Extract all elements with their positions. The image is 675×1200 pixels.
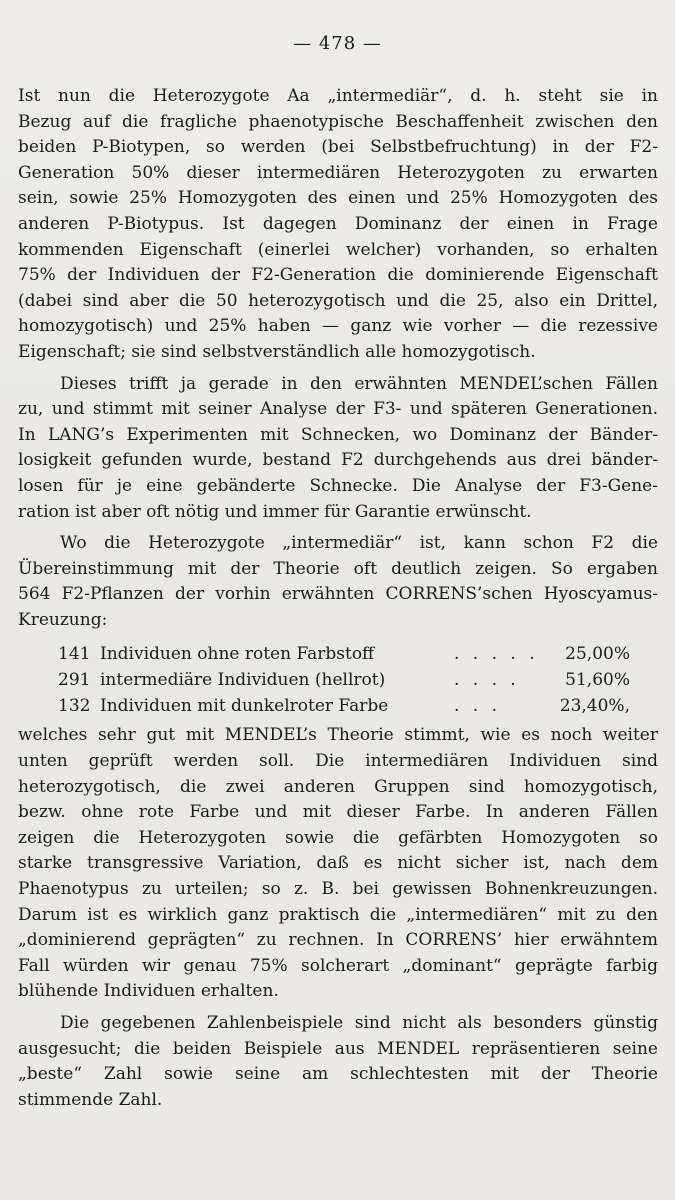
- text-line: losigkeit gefunden wurde, bestand F2 durchgehends aus drei bänder-: [18, 450, 658, 471]
- text-line: kommenden Eigenschaft (einerlei welcher) vorhanden, so erhalten: [18, 239, 658, 260]
- results-table: [58, 641, 630, 719]
- text-line: Generation 50% dieser intermediären Heterozygoten zu erwarten: [18, 162, 658, 183]
- text-line: Eigenschaft; sie sind selbstverständlich alle homozygotisch.: [18, 341, 536, 362]
- row-description: intermediäre Individuen (hellrot): [100, 670, 386, 691]
- text-line: „dominierend geprägten“ zu rechnen. In CORRENS’ hier erwähntem: [18, 930, 658, 951]
- text-line: ration ist aber oft nötig und immer für Garantie erwünscht.: [18, 501, 532, 522]
- text-line: In LANG’s Experimenten mit Schnecken, wo Dominanz der Bänder-: [18, 424, 658, 445]
- text-line: Dieses trifft ja gerade in den erwähnten MENDEL’schen Fällen: [60, 373, 658, 394]
- text-line: Fall würden wir genau 75% solcherart „dominant“ geprägte farbig: [18, 955, 658, 976]
- text-line: zu, und stimmt mit seiner Analyse der F3- und späteren Generationen.: [18, 399, 658, 420]
- text-line: homozygotisch) und 25% haben — ganz wie vorher — die rezessive: [18, 316, 658, 337]
- text-line: welches sehr gut mit MENDEL’s Theorie stimmt, wie es noch weiter: [18, 725, 658, 746]
- text-line: 564 F2-Pflanzen der vorhin erwähnten CORRENS’schen Hyoscyamus-: [18, 584, 658, 605]
- row-value: 51,60%: [565, 670, 630, 691]
- paragraph-5: [18, 1011, 658, 1113]
- row-value: 23,40%,: [559, 696, 630, 717]
- text-line: Die gegebenen Zahlenbeispiele sind nicht als besonders günstig: [60, 1013, 658, 1033]
- text-line: heterozygotisch, die zwei anderen Gruppen sind homozygotisch,: [18, 776, 658, 797]
- row-dots: . . . .: [454, 670, 520, 691]
- text-line: bezw. ohne rote Farbe und mit dieser Farbe. In anderen Fällen: [18, 802, 658, 823]
- text-line: starke transgressive Variation, daß es nicht sicher ist, nach dem: [18, 853, 658, 874]
- row-count: 132: [58, 696, 91, 717]
- paragraph-3: [18, 531, 658, 633]
- paragraph-4: [18, 723, 658, 1005]
- row-description: Individuen ohne roten Farbstoff: [100, 644, 375, 665]
- row-dots: . . . . .: [454, 644, 539, 665]
- text-line: Ist nun die Heterozygote Aa „intermediär“, d. h. steht sie in: [18, 86, 658, 106]
- row-description: Individuen mit dunkelroter Farbe: [100, 696, 389, 717]
- text-line: stimmende Zahl.: [18, 1089, 163, 1110]
- table-row: [58, 667, 630, 693]
- text-line: sein, sowie 25% Homozygoten des einen und 25% Homozygoten des: [18, 188, 658, 209]
- text-line: Darum ist es wirklich ganz praktisch die „intermediären“ mit zu den: [18, 904, 658, 925]
- page-number: — 478 —: [293, 33, 382, 54]
- text-line: Wo die Heterozygote „intermediär“ ist, kann schon F2 die: [60, 533, 658, 554]
- row-value: 25,00%: [565, 644, 630, 665]
- paragraph-1: [18, 84, 658, 366]
- text-line: blühende Individuen erhalten.: [18, 981, 279, 1002]
- text-line: Phaenotypus zu urteilen; so z. B. bei gewissen Bohnenkreuzungen.: [18, 879, 658, 900]
- text-line: anderen P-Biotypus. Ist dagegen Dominanz der einen in Frage: [18, 213, 658, 234]
- text-line: „beste“ Zahl sowie seine am schlechtesten mit der Theorie: [18, 1064, 658, 1085]
- text-line: Kreuzung:: [18, 609, 108, 630]
- table-row: [58, 693, 630, 719]
- text-line: Übereinstimmung mit der Theorie oft deutlich zeigen. So ergaben: [18, 558, 658, 579]
- text-line: (dabei sind aber die 50 heterozygotisch und die 25, also ein Drittel,: [18, 290, 658, 311]
- text-line: unten geprüft werden soll. Die intermediären Individuen sind: [18, 751, 658, 772]
- paragraph-2: [18, 372, 658, 526]
- text-line: zeigen die Heterozygoten sowie die gefärbten Homozygoten so: [18, 827, 658, 848]
- table-row: [58, 641, 630, 667]
- row-count: 291: [58, 670, 91, 691]
- text-line: Bezug auf die fragliche phaenotypische Beschaffenheit zwischen den: [18, 111, 658, 132]
- row-count: 141: [58, 644, 91, 665]
- text-line: 75% der Individuen der F2-Generation die dominierende Eigenschaft: [18, 265, 658, 286]
- row-dots: . . .: [454, 696, 502, 717]
- text-line: ausgesucht; die beiden Beispiele aus MENDEL repräsentieren seine: [18, 1038, 658, 1059]
- text-line: losen für je eine gebänderte Schnecke. Die Analyse der F3-Gene-: [18, 475, 658, 496]
- text-line: beiden P-Biotypen, so werden (bei Selbstbefruchtung) in der F2-: [18, 137, 658, 158]
- page-body: [18, 84, 658, 1119]
